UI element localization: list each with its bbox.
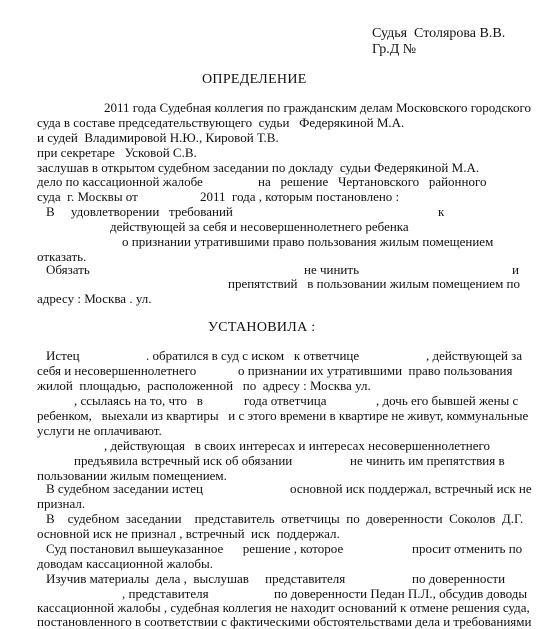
decision-line: действующей за себя и несовершеннолетнего ребенка bbox=[110, 219, 409, 234]
intro-line: дело по кассационной жалобе bbox=[37, 174, 203, 189]
body-line: предъявила встречный иск об обязании bbox=[74, 453, 293, 468]
decision-line: не чинить bbox=[304, 262, 359, 277]
decision-line: к bbox=[438, 204, 445, 219]
body-line: , действующей за bbox=[426, 348, 523, 363]
body-line: просит отменить по bbox=[412, 541, 523, 556]
intro-line: при секретаре Усковой С.В. bbox=[37, 145, 197, 160]
body-line: В судебном заседании представитель ответчицы по доверенности Соколов Д.Г. bbox=[46, 511, 524, 526]
body-line: основной иск поддержал, встречный иск не bbox=[290, 481, 532, 496]
decision-line: Обязать bbox=[46, 262, 90, 277]
intro-line: суда г. Москвы от bbox=[37, 189, 138, 204]
body-line: по доверенности Педан П.Л., обсудив доводы bbox=[274, 586, 528, 601]
body-line: В судебном заседании истец bbox=[46, 481, 203, 496]
body-line: ребенком, выехали из квартиры и с этого времени в квартире не живут, коммунальные bbox=[37, 408, 529, 423]
body-line: не чинить им препятствия в bbox=[350, 453, 505, 468]
body-line: себя и несовершеннолетнего bbox=[37, 363, 197, 378]
body-line: , ссылаясь на то, что в bbox=[74, 393, 203, 408]
body-line: постановленного в соответствии с фактическими обстоятельствами дела и требованиями bbox=[37, 614, 532, 629]
decision-line: отказать. bbox=[37, 249, 87, 264]
body-line: пользовании жилым помещением. bbox=[37, 468, 227, 483]
document-title: ОПРЕДЕЛЕНИЕ bbox=[202, 72, 307, 87]
intro-line: 2011 года Судебная коллегия по гражданским делам Московского городского bbox=[104, 100, 531, 115]
body-line: года ответчица bbox=[244, 393, 327, 408]
body-line: , действующая в своих интересах и интересах несовершеннолетнего bbox=[104, 438, 490, 453]
body-line: по доверенности bbox=[412, 571, 506, 586]
intro-line: 2011 года , которым постановлено : bbox=[200, 189, 400, 204]
section-heading: УСТАНОВИЛА : bbox=[208, 320, 316, 335]
decision-line: о признании утратившими право пользования жилым помещением bbox=[122, 234, 494, 249]
body-line: Изучив материалы дела , выслушав представителя bbox=[46, 571, 346, 586]
body-line: . обратился в суд с иском к ответчице bbox=[146, 348, 360, 363]
intro-line: суда в составе председательствующего судьи Федерякиной М.А. bbox=[37, 115, 405, 130]
body-line: признал. bbox=[37, 496, 86, 511]
body-line: жилой площадью, расположенной по адресу : Москва ул. bbox=[37, 378, 371, 393]
decision-line: препятствий в пользовании жилым помещением по bbox=[228, 276, 521, 291]
body-line: , представителя bbox=[122, 586, 209, 601]
decision-line: адресу : Москва . ул. bbox=[37, 291, 152, 306]
case-number: Гр.Д № bbox=[372, 42, 417, 57]
body-line: кассационной жалобы , судебная коллегия не находит оснований к отмене решения суда, bbox=[37, 600, 530, 615]
decision-line: и bbox=[512, 262, 519, 277]
judge-line: Судья Столярова В.В. bbox=[372, 26, 506, 41]
body-line: основной иск не признал , встречный иск поддержал. bbox=[37, 526, 340, 541]
body-line: , дочь его бывшей жены с bbox=[376, 393, 519, 408]
intro-line: заслушав в открытом судебном заседании по докладу судьи Федерякиной М.А. bbox=[37, 160, 480, 175]
body-line: услуги не оплачивают. bbox=[37, 423, 162, 438]
intro-line: на решение Чертановского районного bbox=[258, 174, 487, 189]
decision-line: В удовлетворении требований bbox=[46, 204, 233, 219]
intro-line: и судей Владимировой Н.Ю., Кировой Т.В. bbox=[37, 130, 279, 145]
body-line: Суд постановил вышеуказанное решение , которое bbox=[46, 541, 344, 556]
body-line: Истец bbox=[46, 348, 80, 363]
body-line: о признании их утратившими право пользования bbox=[238, 363, 513, 378]
body-line: доводам кассационной жалобы. bbox=[37, 556, 213, 571]
